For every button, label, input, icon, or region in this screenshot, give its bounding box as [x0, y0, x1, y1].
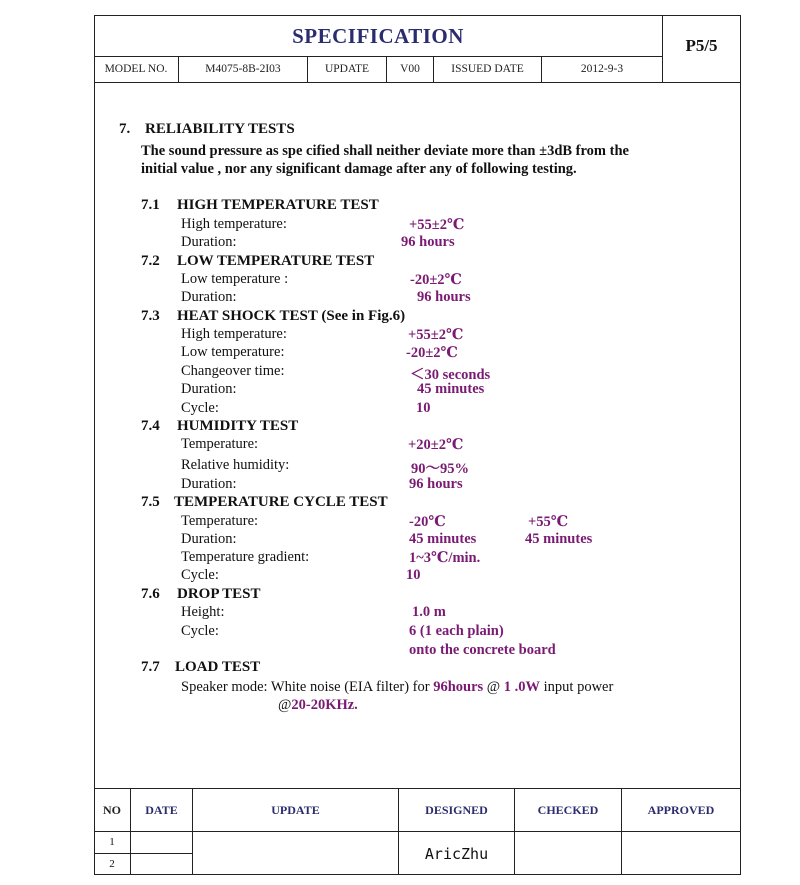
frame-top — [94, 15, 741, 16]
footer-designed-header: DESIGNED — [425, 803, 488, 817]
footer-col-4 — [514, 788, 515, 875]
test-7-5-value-3: 1~3℃/min. — [409, 550, 481, 566]
footer-row-2-number: 2 — [109, 858, 115, 870]
test-7-5-value-2: 45 minutes — [409, 531, 477, 547]
footer-col-1 — [130, 788, 131, 875]
issued-label: ISSUED DATE — [451, 63, 524, 75]
test-7-4-label-2: Relative humidity: — [181, 457, 290, 473]
test-7-7-at: @ — [278, 697, 292, 713]
test-7-7-line-1 — [181, 679, 613, 696]
header-divider-2 — [94, 82, 741, 83]
test-7-1-value-2: 96 hours — [401, 234, 455, 250]
test-7-2-number: 7.2 — [141, 253, 160, 269]
test-7-4-label-1: Temperature: — [181, 436, 259, 452]
test-7-3-label-2: Low temperature: — [181, 344, 285, 360]
section-number: 7. — [119, 121, 131, 137]
test-7-6-number: 7.6 — [141, 586, 160, 602]
test-7-3-value-5: 10 — [416, 400, 431, 416]
test-7-5-label-4: Cycle: — [181, 567, 219, 583]
test-7-2-label-1: Low temperature : — [181, 271, 289, 287]
footer-col-5 — [621, 788, 622, 875]
test-7-5-number: 7.5 — [141, 494, 160, 510]
test-7-4-title: HUMIDITY TEST — [177, 418, 299, 434]
test-7-1-value-1: +55±2℃ — [409, 217, 465, 233]
test-7-7-title: LOAD TEST — [175, 659, 261, 675]
test-7-7-text-e: input power — [540, 679, 614, 695]
test-7-7-hours: 96hours — [433, 679, 484, 695]
test-7-1-number: 7.1 — [141, 197, 160, 213]
model-label: MODEL NO. — [104, 63, 168, 75]
frame-right — [740, 15, 741, 875]
test-7-5-label-2: Duration: — [181, 531, 237, 547]
section-intro-2: initial value , nor any significant damage after any of following testing. — [141, 161, 577, 177]
test-7-6-title: DROP TEST — [177, 586, 261, 602]
test-7-3-title: HEAT SHOCK TEST (See in Fig.6) — [177, 308, 406, 324]
test-7-6-value-1: 1.0 m — [412, 604, 446, 620]
test-7-7-number: 7.7 — [141, 659, 160, 675]
test-7-1-title: HIGH TEMPERATURE TEST — [177, 197, 379, 213]
footer-date-header: DATE — [145, 803, 178, 817]
test-7-7-text-c: @ — [483, 679, 504, 695]
test-7-5-label-1: Temperature: — [181, 513, 259, 529]
test-7-1-label-2: Duration: — [181, 234, 237, 250]
issued-value: 2012-9-3 — [580, 63, 624, 75]
test-7-5-label-3: Temperature gradient: — [181, 549, 310, 565]
test-7-3-value-3: ＜30 seconds — [410, 367, 491, 383]
test-7-6-value-3: onto the concrete board — [409, 642, 556, 658]
test-7-4-value-1: +20±2℃ — [408, 437, 464, 453]
test-7-3-value-4: 45 minutes — [417, 381, 485, 397]
test-7-3-label-5: Cycle: — [181, 400, 219, 416]
update-value: V00 — [400, 63, 420, 75]
footer-col-2 — [192, 788, 193, 875]
test-7-5-title: TEMPERATURE CYCLE TEST — [174, 494, 388, 510]
test-7-4-number: 7.4 — [141, 418, 160, 434]
footer-row-1-number: 1 — [109, 836, 115, 848]
test-7-7-freq: 20-20KHz. — [291, 697, 358, 713]
page-title: SPECIFICATION — [292, 24, 464, 48]
test-7-2-title: LOW TEMPERATURE TEST — [177, 253, 375, 269]
test-7-6-value-2: 6 (1 each plain) — [409, 623, 504, 639]
footer-update-header: UPDATE — [271, 803, 320, 817]
test-7-3-value-2: -20±2℃ — [406, 345, 458, 361]
test-7-1-label-1: High temperature: — [181, 216, 287, 232]
test-7-7-power: 1 .0W — [503, 679, 541, 695]
frame-left — [94, 15, 95, 875]
update-label: UPDATE — [324, 63, 370, 75]
test-7-4-value-2: 90～95% — [411, 461, 469, 477]
designer-name: AricZhu — [424, 845, 489, 863]
section-title: RELIABILITY TESTS — [145, 121, 295, 137]
header-divider-1 — [94, 56, 662, 57]
footer-no-header: NO — [103, 803, 121, 817]
test-7-5-value-1: -20℃ — [409, 514, 446, 530]
model-value: M4075-8B-2I03 — [205, 63, 281, 75]
footer-row-divider — [94, 853, 192, 854]
test-7-2-value-1: -20±2℃ — [410, 272, 462, 288]
test-7-3-label-4: Duration: — [181, 381, 237, 397]
test-7-3-value-1: +55±2℃ — [408, 327, 464, 343]
footer-approved-header: APPROVED — [647, 803, 715, 817]
section-intro-1: The sound pressure as spe cified shall neither deviate more than ±3dB from the — [141, 143, 629, 159]
test-7-3-number: 7.3 — [141, 308, 160, 324]
test-7-2-label-2: Duration: — [181, 289, 237, 305]
test-7-5-value-1b: +55℃ — [528, 514, 569, 530]
test-7-6-label-1: Height: — [181, 604, 225, 620]
test-7-5-value-4: 10 — [406, 567, 421, 583]
test-7-3-label-3: Changeover time: — [181, 363, 285, 379]
test-7-7-line-2 — [278, 697, 358, 714]
footer-checked-header: CHECKED — [537, 803, 599, 817]
page-number: P5/5 — [685, 36, 718, 55]
test-7-6-label-2: Cycle: — [181, 623, 219, 639]
test-7-4-value-3: 96 hours — [409, 476, 463, 492]
test-7-4-label-3: Duration: — [181, 476, 237, 492]
test-7-2-value-2: 96 hours — [417, 289, 471, 305]
test-7-5-value-2b: 45 minutes — [525, 531, 593, 547]
test-7-7-text-a: Speaker mode: White noise (EIA filter) for — [181, 679, 434, 695]
test-7-3-label-1: High temperature: — [181, 326, 287, 342]
